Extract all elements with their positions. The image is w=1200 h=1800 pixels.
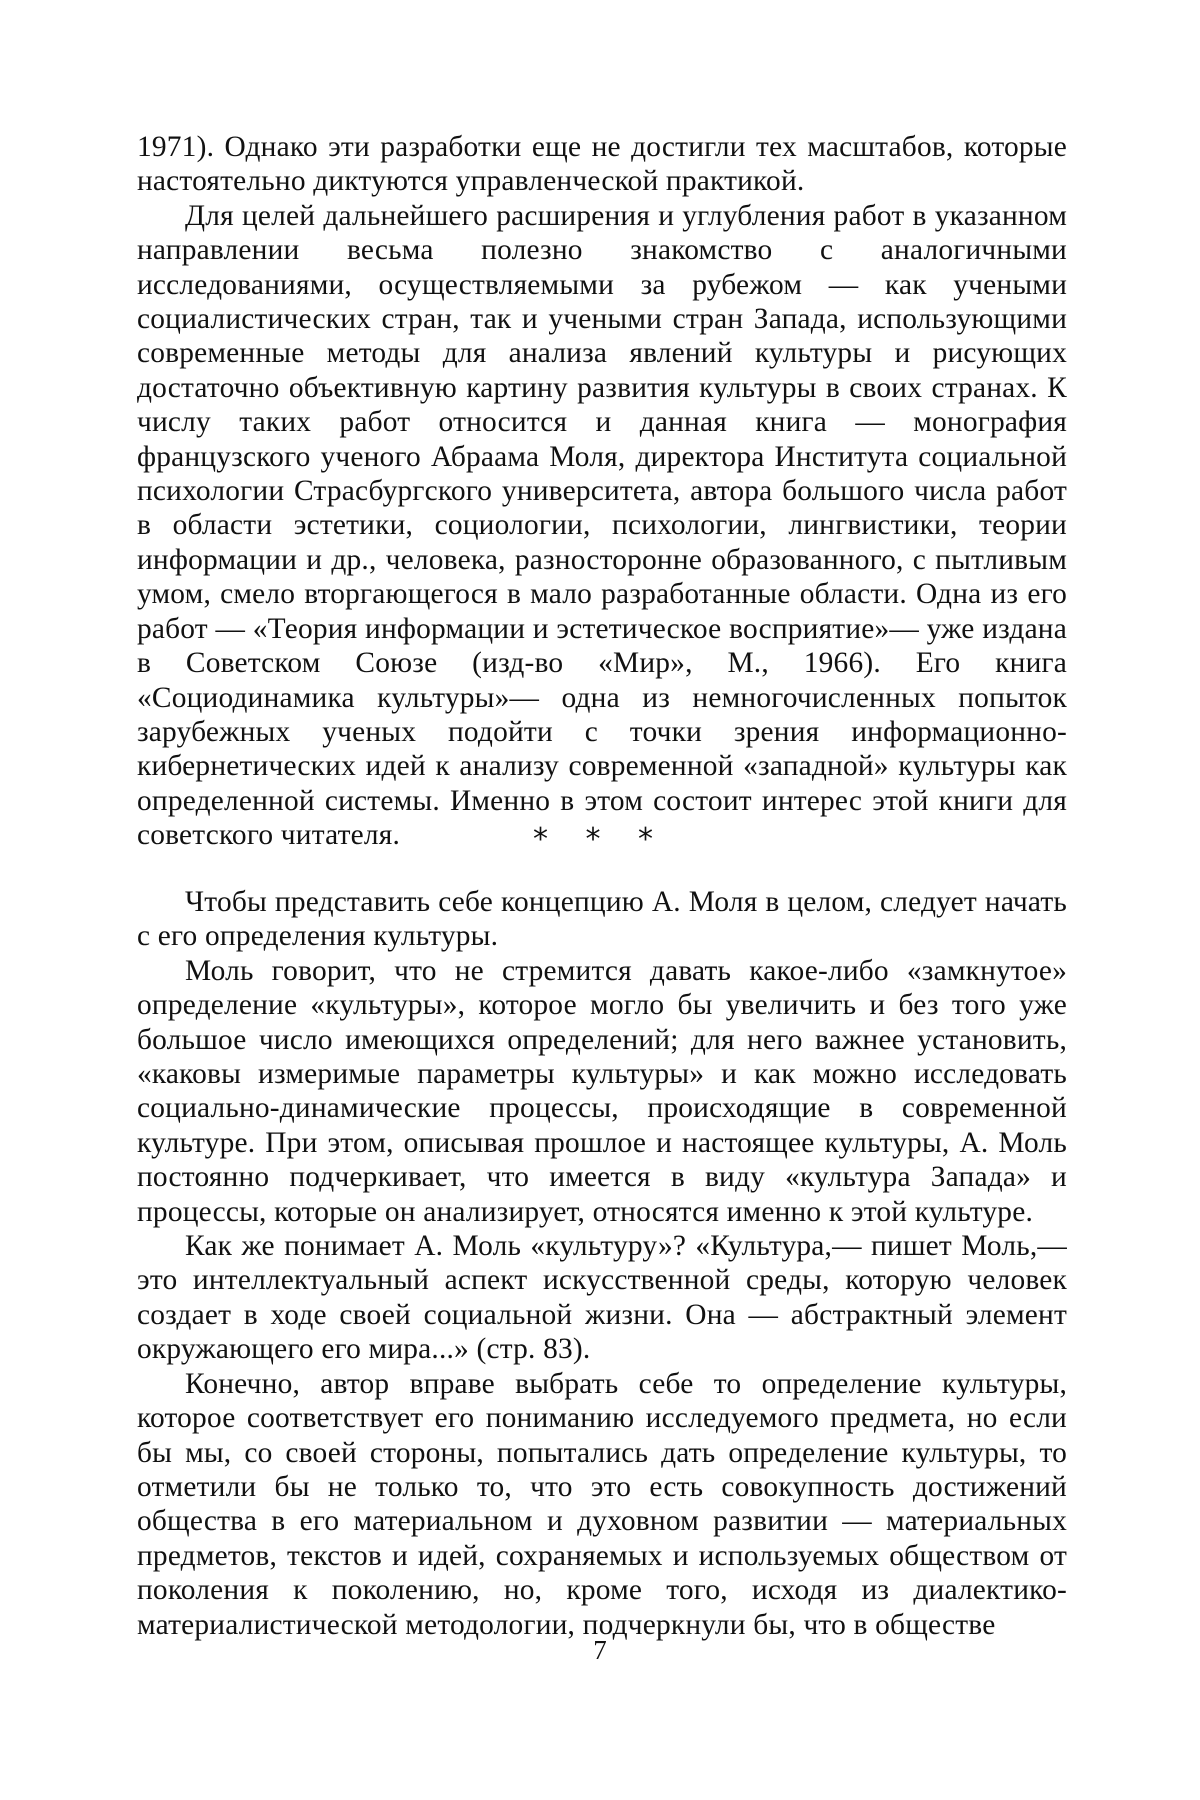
paragraph-body: Для целей дальнейшего расширения и углубления работ в указанном направлении весьма полезно знакомство с аналогичными исследованиями, осуществляемыми за рубежом — как учеными социалистических стран, так и учеными стран Запада, использующими современные методы для анализа явлений культуры и рисующих достаточно объективную картину развития культуры в своих странах. К числу таких работ относится и данная книга — монография французского ученого Абраама Моля, директора Института социальной психологии Страсбургского университета, автора большого числа работ в области эстетики, социологии, психологии, лингвистики, теории информации и др., человека, разносторонне образованного, с пытливым умом, смело вторгающегося в мало разработанные области. Одна из его работ — «Теория информации и эстетическое восприятие»— уже издана в Советском Союзе (изд-во «Мир», М., 1966). Его книга «Социодинамика культуры»— одна из немногочисленных попыток зарубежных ученых подойти с точки зрения информационно-кибернетических идей к анализу современной «западной» культуры как определенной системы. Именно в этом состоит интерес этой книги для советского читателя. xyxy=(137,199,1067,853)
text-block-bottom xyxy=(137,885,1067,1642)
paragraph-body: Моль говорит, что не стремится давать какое-либо «замкнутое» определение «культуры», которое могло бы увеличить и без того уже большое число имеющихся определений; для него важнее установить, «каковы измеримые параметры культуры» и как можно исследовать социально-динамические процессы, происходящие в современной культуре. При этом, описывая прошлое и настоящее культуры, А. Моль постоянно подчеркивает, что имеется в виду «культура Запада» и процессы, которые он анализирует, относятся именно к этой культуре. xyxy=(137,954,1067,1229)
section-divider: * * * xyxy=(0,822,1200,857)
paragraph-continuation: 1971). Однако эти разработки еще не достигли тех масштабов, которые настоятельно диктуются управленческой практикой. xyxy=(137,130,1067,199)
page-number: 7 xyxy=(0,1635,1200,1666)
paragraph-body: Как же понимает А. Моль «культуру»? «Культура,— пишет Моль,— это интеллектуальный аспект искусственной среды, которую человек создает в ходе своей социальной жизни. Она — абстрактный элемент окружающего его мира...» (стр. 83). xyxy=(137,1229,1067,1367)
text-block-top xyxy=(137,130,1067,853)
book-page xyxy=(0,0,1200,1800)
paragraph-body: Чтобы представить себе концепцию А. Моля в целом, следует начать с его определения культуры. xyxy=(137,885,1067,954)
paragraph-body: Конечно, автор вправе выбрать себе то определение культуры, которое соответствует его пониманию исследуемого предмета, но если бы мы, со своей стороны, попытались дать определение культуры, то отметили бы не только то, что это есть совокупность достижений общества в его материальном и духовном развитии — материальных предметов, текстов и идей, сохраняемых и используемых обществом от поколения к поколению, но, кроме того, исходя из диалектико-материалистической методологии, подчеркнули бы, что в обществе xyxy=(137,1367,1067,1642)
